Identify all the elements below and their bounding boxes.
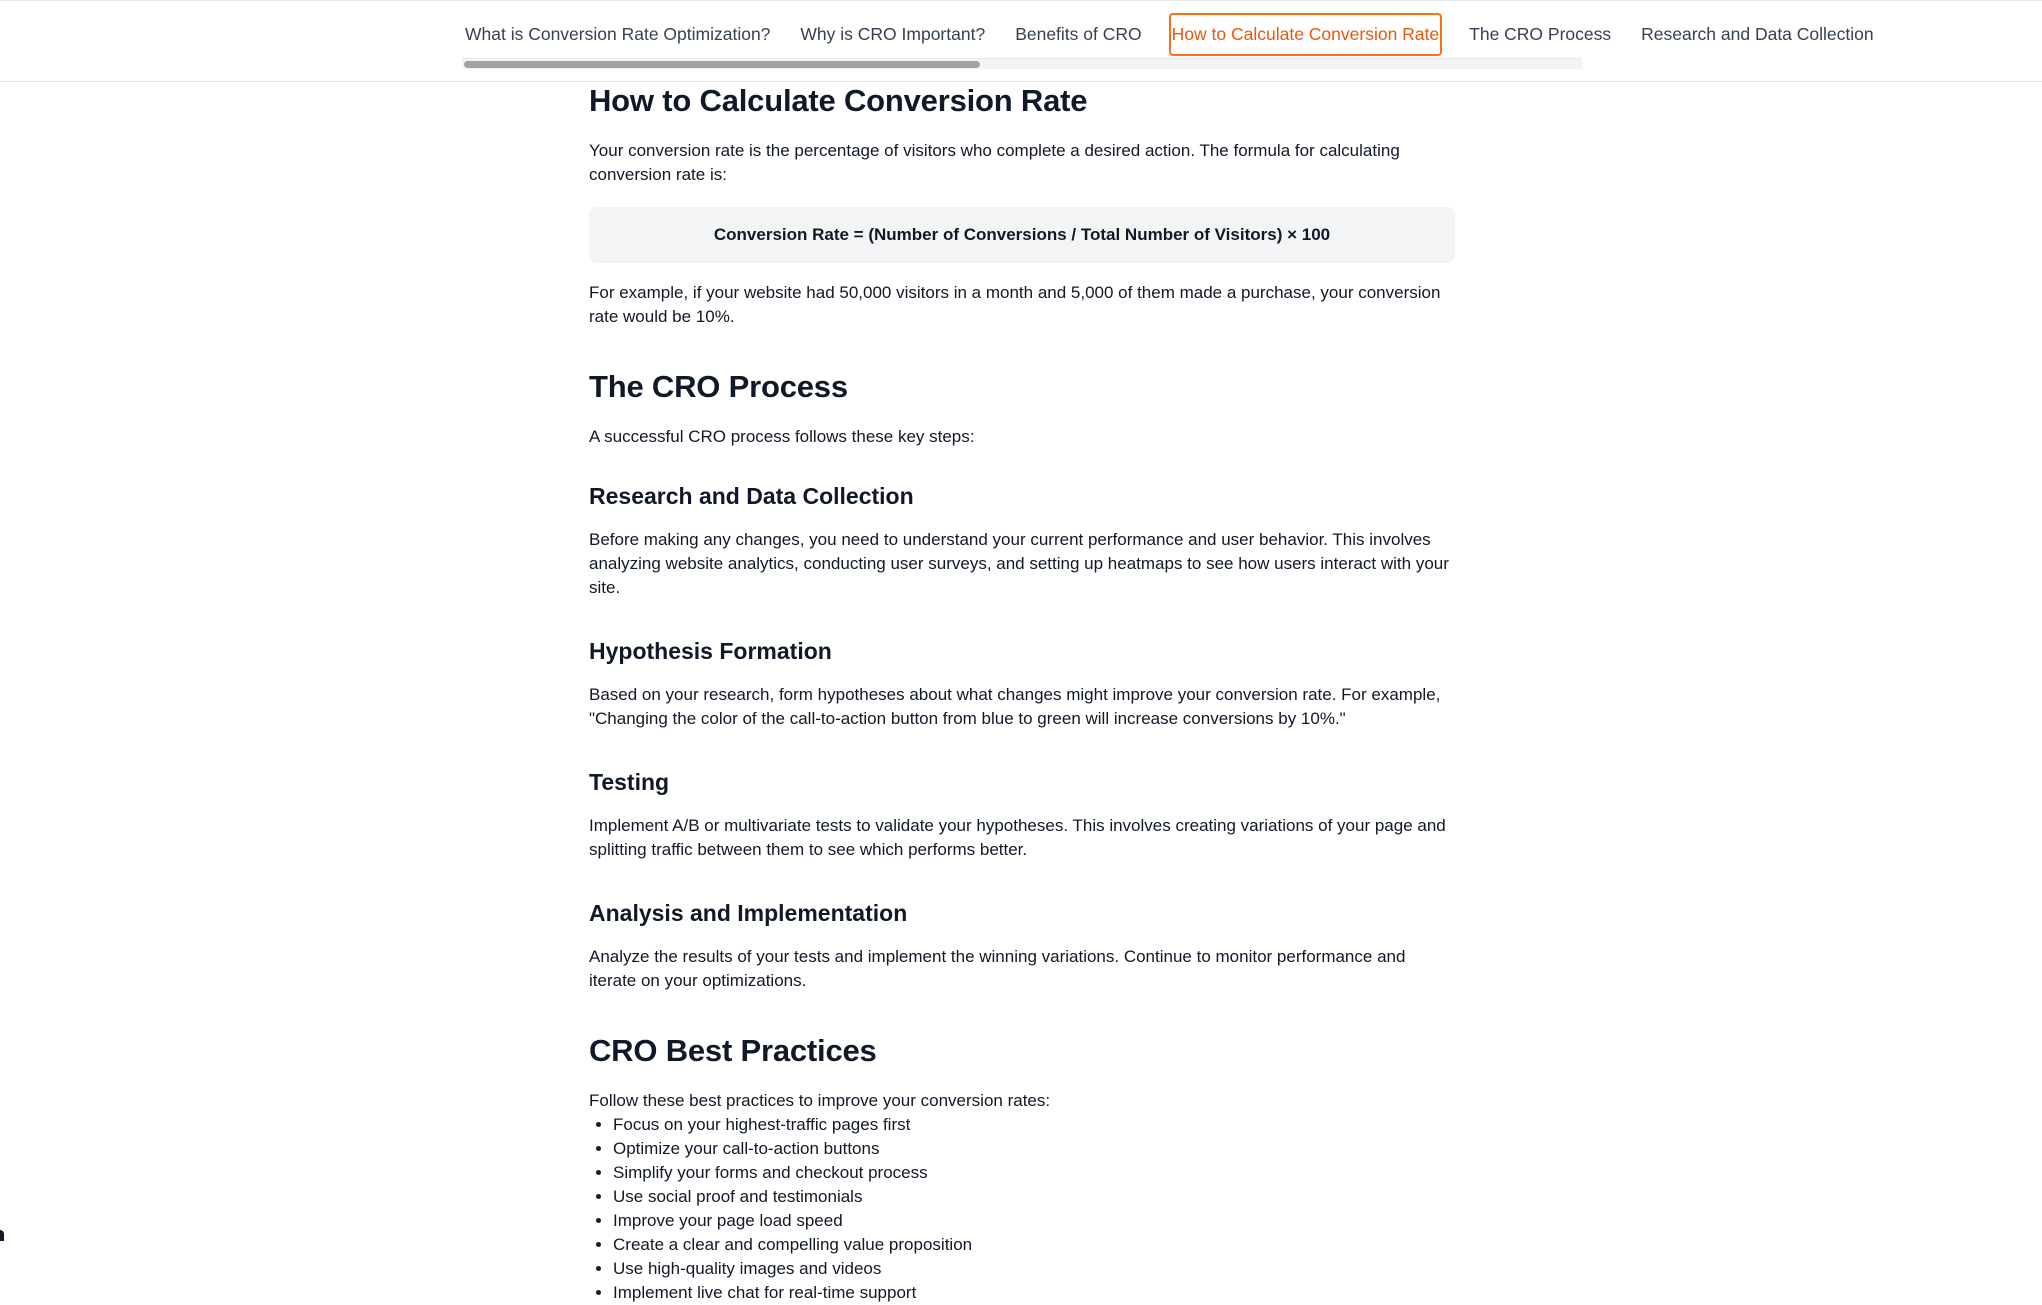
- heading-analysis-implementation: Analysis and Implementation: [589, 900, 908, 926]
- formula-text: Conversion Rate = (Number of Conversions / Total Number of Visitors) × 100: [713, 225, 1331, 244]
- heading-testing: Testing: [589, 769, 670, 795]
- section-tab-strip[interactable]: [462, 13, 1874, 71]
- window-corner: [0, 1230, 4, 1241]
- heading-cro-process: The CRO Process: [589, 369, 848, 404]
- tab-research-data-collection[interactable]: Research and Data Collection: [1641, 23, 1874, 44]
- analysis-text: Analyze the results of your tests and implement the winning variations. Continue to monitor performance and iterate on your optimizations.: [589, 947, 1406, 990]
- tab-what-is-cro[interactable]: What is Conversion Rate Optimization?: [465, 23, 771, 44]
- process-intro: A successful CRO process follows these key steps:: [589, 427, 975, 446]
- tab-scrollbar-thumb[interactable]: [464, 61, 980, 68]
- heading-best-practices: CRO Best Practices: [589, 1033, 877, 1068]
- tab-how-to-calculate[interactable]: How to Calculate Conversion Rate: [1169, 13, 1443, 56]
- best-practices-list: [589, 1113, 1455, 1305]
- tab-cro-process[interactable]: The CRO Process: [1469, 23, 1612, 44]
- hypothesis-text: Based on your research, form hypotheses about what changes might improve your conversion rate. For example, "Changing the color of the call-to-action button from blue to green will increase conversions by 10%.": [589, 685, 1441, 728]
- testing-text: Implement A/B or multivariate tests to validate your hypotheses. This involves creating variations of your page and splitting traffic between them to see which performs better.: [589, 816, 1446, 859]
- list-item: • Optimize your call-to-action buttons: [613, 1137, 1455, 1161]
- tab-scrollbar[interactable]: [462, 58, 1582, 69]
- list-item: • Simplify your forms and checkout process: [613, 1161, 1455, 1185]
- formula-box: [589, 207, 1455, 263]
- list-item: • Use social proof and testimonials: [613, 1185, 1455, 1209]
- section-nav-bar: [0, 0, 2042, 82]
- heading-how-to-calculate: How to Calculate Conversion Rate: [589, 83, 1088, 118]
- list-item: • Create a clear and compelling value proposition: [613, 1233, 1455, 1257]
- heading-hypothesis-formation: Hypothesis Formation: [589, 638, 832, 664]
- list-item: • Improve your page load speed: [613, 1209, 1455, 1233]
- section-tabs: [462, 13, 1874, 55]
- tab-benefits-of-cro[interactable]: Benefits of CRO: [1015, 23, 1142, 44]
- research-text: Before making any changes, you need to understand your current performance and user behavior. This involves analyzing website analytics, conducting user surveys, and setting up heatmaps to see how users interact with your site.: [589, 530, 1449, 597]
- calculate-intro: Your conversion rate is the percentage of visitors who complete a desired action. The formula for calculating conversion rate is:: [589, 141, 1400, 184]
- heading-research-data-collection: Research and Data Collection: [589, 483, 914, 509]
- calculate-example: For example, if your website had 50,000 visitors in a month and 5,000 of them made a purchase, your conversion rate would be 10%.: [589, 283, 1441, 326]
- list-item: • Implement live chat for real-time support: [613, 1281, 1455, 1305]
- tab-why-cro-important[interactable]: Why is CRO Important?: [800, 23, 986, 44]
- list-item: • Focus on your highest-traffic pages first: [613, 1113, 1455, 1137]
- article-content: [589, 80, 1455, 1305]
- list-item: • Use high-quality images and videos: [613, 1257, 1455, 1281]
- best-practices-intro: Follow these best practices to improve your conversion rates:: [589, 1091, 1051, 1110]
